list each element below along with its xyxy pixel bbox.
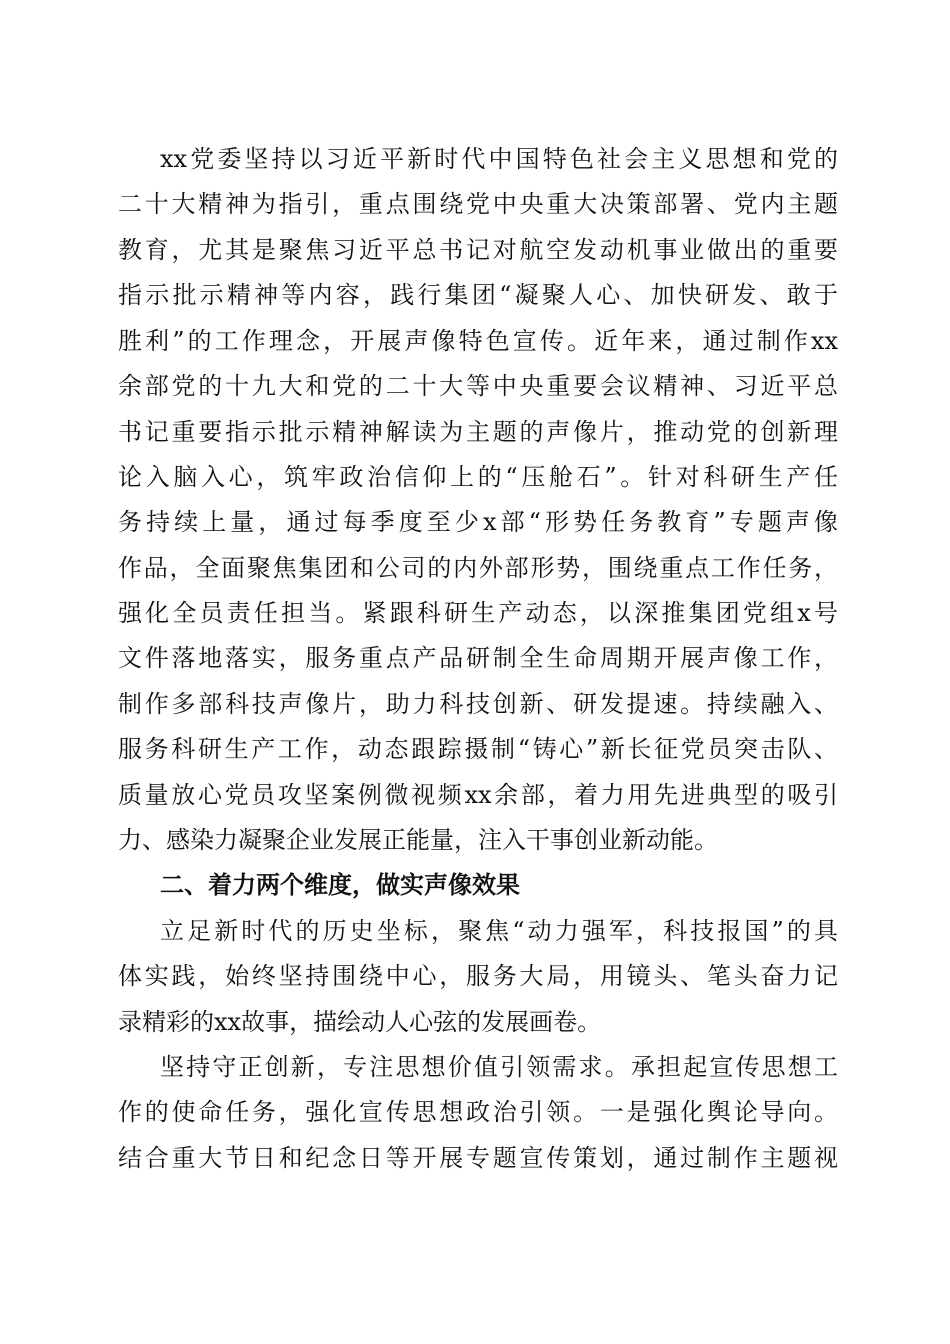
paragraph-1-line-12: 文件落地落实，服务重点产品研制全生命周期开展声像工作， [118, 644, 838, 672]
section-heading: 二、着力两个维度，做实声像效果 [160, 871, 520, 899]
paragraph-1-line-4: 指示批示精神等内容，践行集团“凝聚人心、加快研发、敢于 [118, 281, 838, 309]
paragraph-1-line-7: 书记重要指示批示精神解读为主题的声像片，推动党的创新理 [118, 418, 838, 446]
paragraph-1-line-3: 教育，尤其是聚焦习近平总书记对航空发动机事业做出的重要 [118, 236, 838, 264]
paragraph-1-line-8: 论入脑入心，筑牢政治信仰上的“压舱石”。针对科研生产任 [118, 463, 838, 491]
paragraph-2-line-2: 体实践，始终坚持围绕中心，服务大局，用镜头、笔头奋力记 [118, 962, 838, 990]
paragraph-1-line-1: xx党委坚持以习近平新时代中国特色社会主义思想和党的 [160, 145, 838, 173]
paragraph-3-line-2: 作的使命任务，强化宣传思想政治引领。一是强化舆论导向。 [118, 1098, 838, 1126]
paragraph-1-line-16: 力、感染力凝聚企业发展正能量，注入干事创业新动能。 [118, 826, 718, 854]
paragraph-1-line-6: 余部党的十九大和党的二十大等中央重要会议精神、习近平总 [118, 372, 838, 400]
paragraph-3-line-1: 坚持守正创新，专注思想价值引领需求。承担起宣传思想工 [160, 1053, 838, 1081]
paragraph-1-line-14: 服务科研生产工作，动态跟踪摄制“铸心”新长征党员突击队、 [118, 735, 838, 763]
paragraph-1-line-9: 务持续上量，通过每季度至少x部“形势任务教育”专题声像 [118, 508, 838, 536]
paragraph-2-line-3: 录精彩的xx故事，描绘动人心弦的发展画卷。 [118, 1008, 602, 1036]
paragraph-2-line-1: 立足新时代的历史坐标，聚焦“动力强军，科技报国”的具 [160, 917, 838, 945]
paragraph-1-line-11: 强化全员责任担当。紧跟科研生产动态，以深推集团党组x号 [118, 599, 838, 627]
paragraph-1-line-10: 作品，全面聚焦集团和公司的内外部形势，围绕重点工作任务， [118, 554, 838, 582]
paragraph-1-line-2: 二十大精神为指引，重点围绕党中央重大决策部署、党内主题 [118, 190, 838, 218]
paragraph-1-line-5: 胜利”的工作理念，开展声像特色宣传。近年来，通过制作xx [118, 327, 838, 355]
paragraph-3-line-3: 结合重大节日和纪念日等开展专题宣传策划，通过制作主题视 [118, 1144, 838, 1172]
paragraph-1-line-15: 质量放心党员攻坚案例微视频xx余部，着力用先进典型的吸引 [118, 781, 838, 809]
paragraph-1-line-13: 制作多部科技声像片，助力科技创新、研发提速。持续融入、 [118, 690, 838, 718]
